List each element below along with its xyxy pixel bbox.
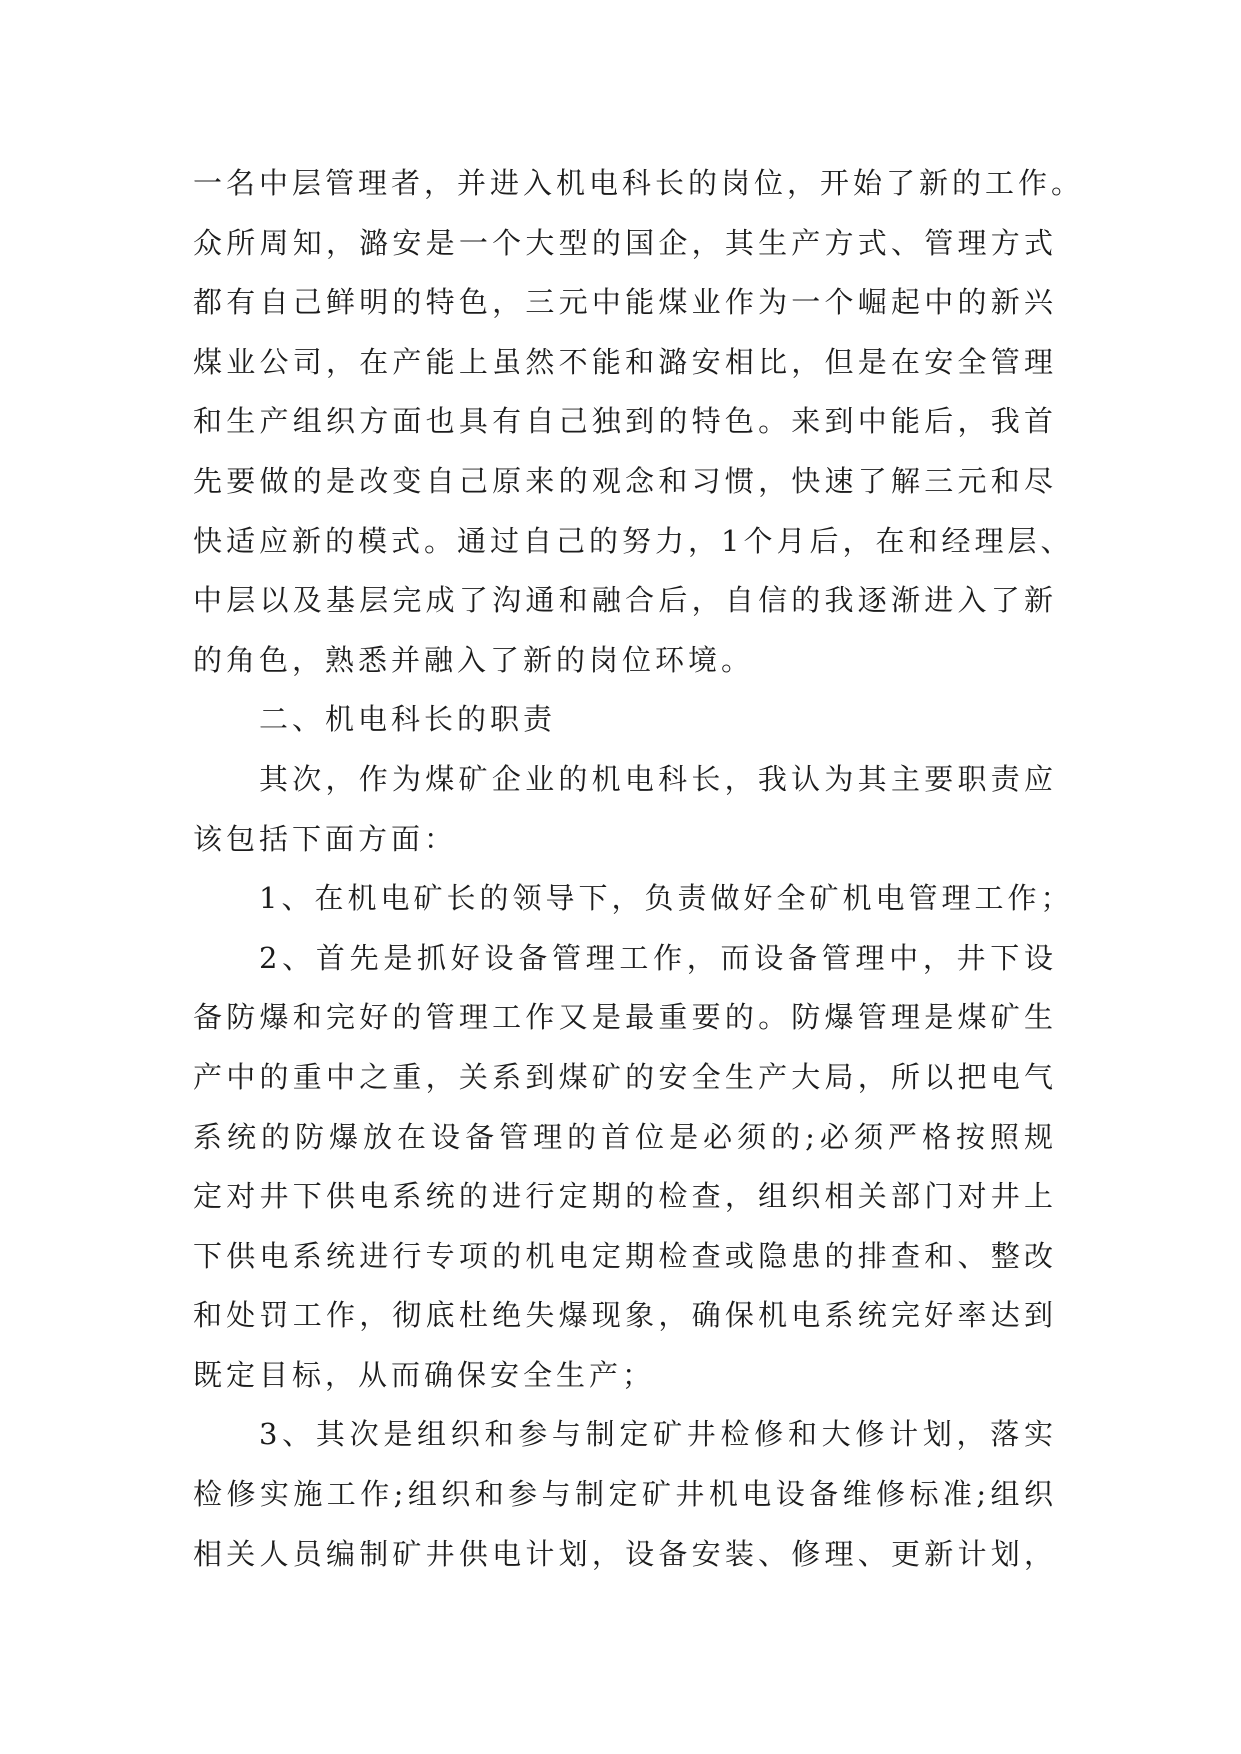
- paragraph-intro: [193, 750, 1057, 869]
- text-line: 定对井下供电系统的进行定期的检查，组织相关部门对井上: [193, 1179, 1057, 1214]
- paragraph-continuation: [193, 154, 1085, 690]
- text-line: 煤业公司，在产能上虽然不能和潞安相比，但是在安全管理: [193, 344, 1057, 379]
- text-line: 众所周知，潞安是一个大型的国企，其生产方式、管理方式: [193, 225, 1057, 260]
- list-item-3: [193, 1405, 1057, 1584]
- text-line: 系统的防爆放在设备管理的首位是必须的;必须严格按照规: [193, 1119, 1057, 1154]
- document-body: [193, 154, 1085, 1584]
- list-item-2: [193, 929, 1057, 1406]
- text-line: 2、首先是抓好设备管理工作，而设备管理中，井下设: [259, 940, 1057, 975]
- section-heading-text: 二、机电科长的职责: [259, 702, 557, 737]
- text-line: 产中的重中之重，关系到煤矿的安全生产大局，所以把电气: [193, 1059, 1057, 1094]
- text-line: 1、在机电矿长的领导下，负责做好全矿机电管理工作；: [259, 881, 1074, 916]
- text-line: 一名中层管理者，并进入机电科长的岗位，开始了新的工作。: [193, 166, 1085, 200]
- text-line: 备防爆和完好的管理工作又是最重要的。防爆管理是煤矿生: [193, 1000, 1057, 1035]
- text-line: 快适应新的模式。通过自己的努力，1个月后，在和经理层、: [193, 523, 1074, 558]
- section-heading: [193, 690, 1057, 750]
- text-line: 相关人员编制矿井供电计划，设备安装、修理、更新计划，: [193, 1536, 1057, 1571]
- text-line: 和生产组织方面也具有自己独到的特色。来到中能后，我首: [193, 404, 1057, 439]
- text-line: 既定目标，从而确保安全生产；: [193, 1357, 656, 1392]
- text-line: 检修实施工作;组织和参与制定矿井机电设备维修标准;组织: [193, 1477, 1057, 1512]
- text-line: 的角色，熟悉并融入了新的岗位环境。: [193, 642, 755, 677]
- text-line: 下供电系统进行专项的机电定期检查或隐患的排查和、整改: [193, 1238, 1057, 1273]
- text-line: 其次，作为煤矿企业的机电科长，我认为其主要职责应: [259, 761, 1057, 796]
- text-line: 和处罚工作，彻底杜绝失爆现象，确保机电系统完好率达到: [193, 1298, 1057, 1333]
- text-line: 中层以及基层完成了沟通和融合后，自信的我逐渐进入了新: [193, 583, 1057, 618]
- list-item-1: [193, 869, 1074, 929]
- text-line: 该包括下面方面：: [193, 821, 458, 856]
- text-line: 都有自己鲜明的特色，三元中能煤业作为一个崛起中的新兴: [193, 285, 1057, 320]
- text-line: 先要做的是改变自己原来的观念和习惯，快速了解三元和尽: [193, 463, 1057, 498]
- text-line: 3、其次是组织和参与制定矿井检修和大修计划，落实: [259, 1417, 1057, 1452]
